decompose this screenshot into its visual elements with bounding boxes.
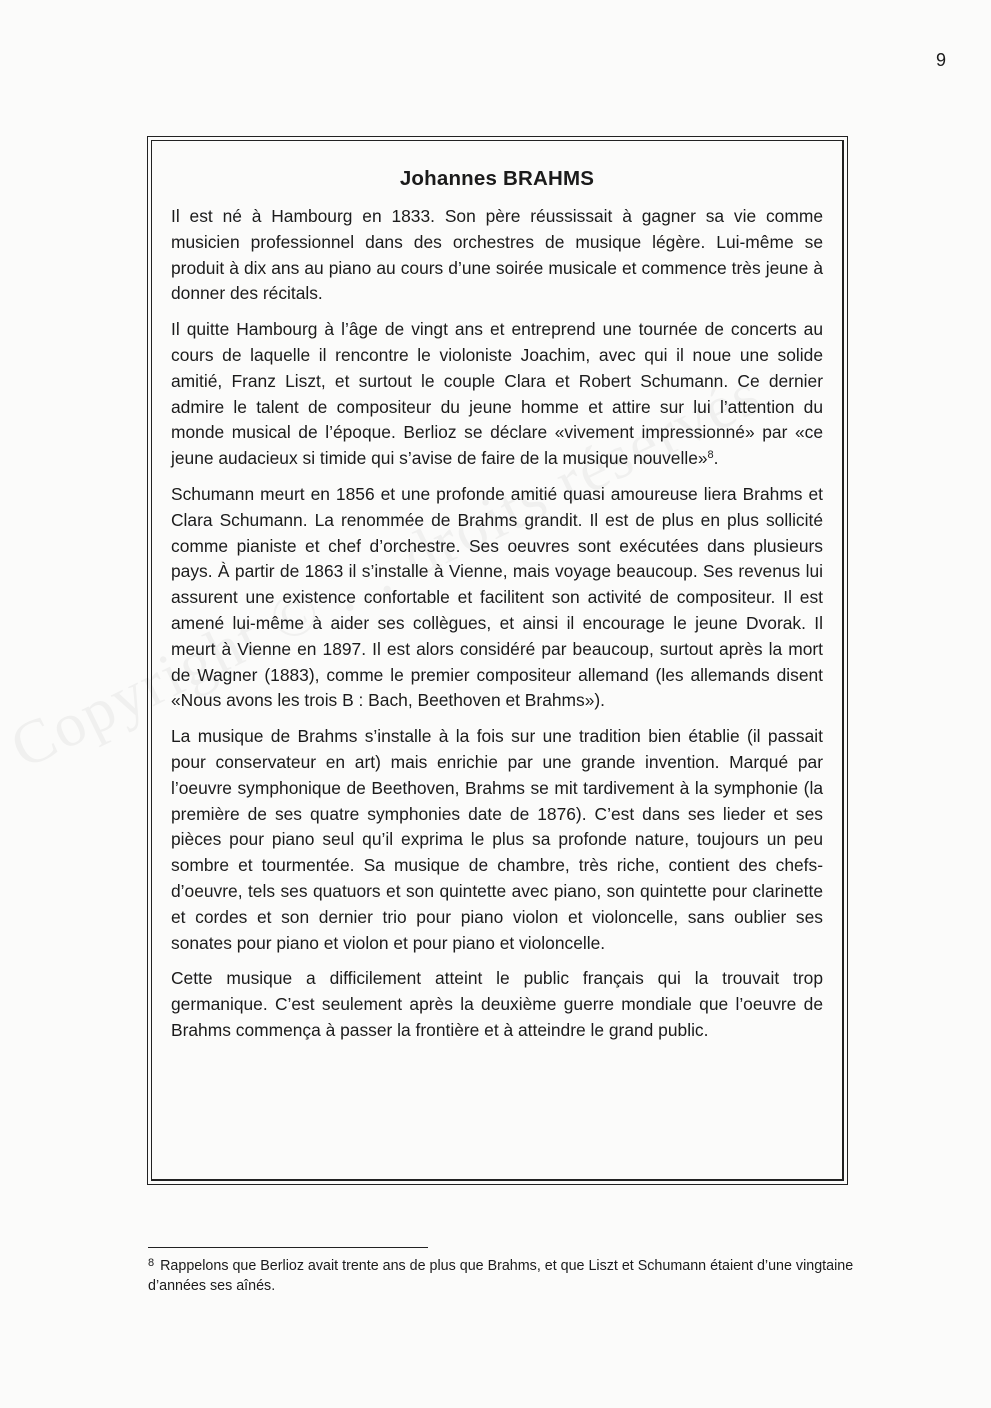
footnote-reference[interactable]: 8 <box>707 449 714 462</box>
paragraph-career: Schumann meurt en 1856 et une profonde amitié quasi amoureuse liera Brahms et Clara Schumann. La renommée de Brahms grandit. Il est de plus en plus sollicité comme pianiste et chef d’orchestre. Ses oeuvres sont exécutées dans plusieurs pays. À partir de 1863 il s’installe à Vienne, mais voyage beaucoup. Ses revenus lui assurent une existence confortable et facilitent son activité de compositeur. Il est amené lui-même à aider ses collègues, et ainsi il encourage le jeune Dvorak. Il meurt à Vienne en 1897. Il est alors considéré par beaucoup, surtout après la mort de Wagner (1883), comme le premier compositeur allemand (les allemands disent «Nous avons les trois B : Bach, Beethoven et Brahms»). <box>171 483 823 711</box>
article-frame-inner <box>151 140 844 1181</box>
footnote-separator <box>148 1247 428 1248</box>
paragraph-birth: Il est né à Hambourg en 1833. Son père réussissait à gagner sa vie comme musicien professionnel dans des orchestres de musique légère. Lui-même se produit à dix ans au piano au cours d’une soirée musicale et commence très jeune à donner des récitals. <box>171 206 823 304</box>
paragraph-music: La musique de Brahms s’installe à la fois sur une tradition bien établie (il passait pour conservateur en art) mais enrichie par une grande invention. Marqué par l’oeuvre symphonique de Beethoven, Brahms se mit tardivement à la symphonie (la première de ses quatre symphonies date de 1876). C’est dans ses lieder et ses pièces pour piano seul qu’il exprima le plus sa profonde nature, toujours un peu sombre et tourmentée. Sa musique de chambre, très riche, contient des chefs-d’oeuvre, tels ses quatuors et son quintette avec piano, son quintette pour clarinette et cordes et son dernier trio pour piano violon et violoncelle, sans oublier ses sonates pour piano et violon et pour piano et violoncelle. <box>171 726 823 953</box>
paragraph-reception: Cette musique a difficilement atteint le public français qui la trouvait trop germanique. C’est seulement après la deuxième guerre mondiale que l’oeuvre de Brahms commença à passer la frontière et à atteindre le grand public. <box>171 968 823 1040</box>
page-number: 9 <box>936 50 947 70</box>
footnote-marker: 8 <box>148 1257 155 1269</box>
footnote <box>148 1256 868 1296</box>
paragraph-tour-end: . <box>713 448 719 469</box>
article-title: Johannes BRAHMS <box>399 167 595 190</box>
article-frame <box>147 136 848 1185</box>
footnote-text: Rappelons que Berlioz avait trente ans de plus que Brahms, et que Liszt et Schumann étaient d’une vingtaine d’années ses aînés. <box>148 1258 854 1294</box>
paragraph-tour-text: Il quitte Hambourg à l’âge de vingt ans et entreprend une tournée de concerts au cours de laquelle il rencontre le violoniste Joachim, avec qui il noue une solide amitié, Franz Liszt, et surtout le couple Clara et Robert Schumann. Ce dernier admire le talent de compositeur du jeune homme et attire sur lui l’attention du monde musical de l’époque. Berlioz se déclare «vivement impressionné» par «ce jeune audacieux si timide qui s’avise de faire de la musique nouvelle» <box>171 319 823 469</box>
paragraph-tour <box>171 317 823 472</box>
